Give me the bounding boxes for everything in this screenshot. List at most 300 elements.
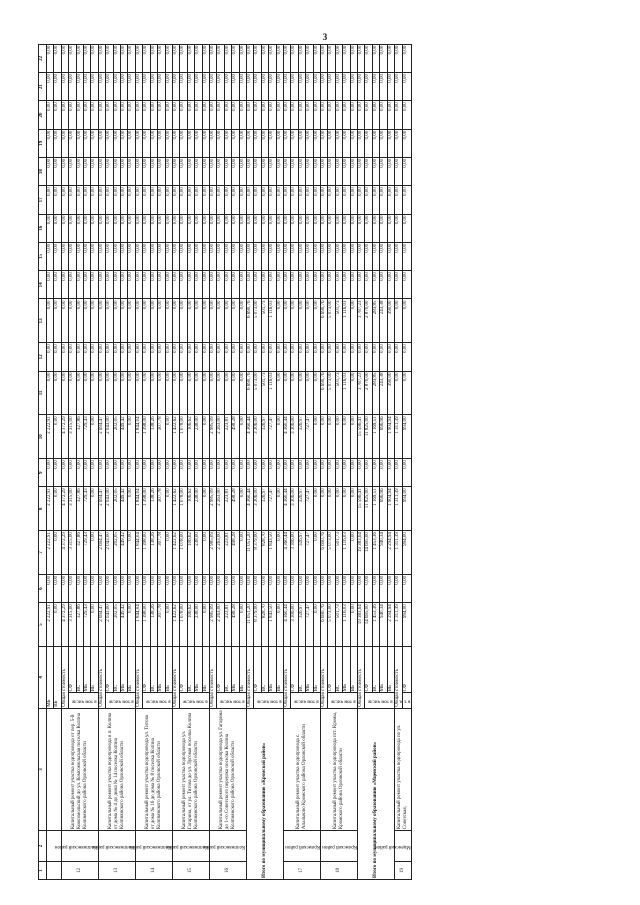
- value-cell: 0,00: [172, 299, 179, 343]
- value-cell: 0,00: [195, 343, 202, 371]
- value-cell: 0,00: [187, 242, 194, 270]
- value-cell: 0,00: [91, 459, 98, 487]
- value-cell: 4 372,29: [61, 415, 68, 459]
- value-cell: 0,00: [91, 487, 98, 531]
- value-cell: 0,00: [84, 371, 91, 415]
- value-cell: 4 372,29: [61, 487, 68, 531]
- value-cell: 0,00: [91, 129, 98, 157]
- value-cell: 0,00: [106, 129, 113, 157]
- value-cell: 0,00: [291, 271, 298, 299]
- value-cell: 0,00: [246, 72, 253, 100]
- value-cell: 0,00: [195, 44, 202, 72]
- row-number: 15: [172, 861, 209, 879]
- value-cell: 0,00: [321, 129, 328, 157]
- finance-source: МБ: [269, 647, 276, 693]
- value-cell: 0,00: [335, 271, 342, 299]
- row-number: 14: [135, 861, 172, 879]
- value-cell: 223,81: [224, 531, 231, 575]
- value-cell: 0,00: [335, 157, 342, 185]
- value-cell: 0,00: [209, 242, 216, 270]
- value-cell: 327,86: [76, 415, 83, 459]
- value-cell: 0,00: [232, 186, 239, 214]
- value-cell: 0,00: [395, 72, 402, 100]
- value-cell: 4 360,44: [284, 415, 291, 459]
- value-cell: 0,00: [128, 44, 135, 72]
- value-cell: 0,00: [358, 459, 365, 487]
- value-cell: 0,00: [343, 459, 350, 487]
- value-cell: 2 222,91: [47, 415, 54, 459]
- value-cell: 2 043,00: [106, 531, 113, 575]
- value-cell: 0,00: [187, 129, 194, 157]
- value-cell: 1 078,00: [180, 415, 187, 459]
- value-cell: 0,00: [150, 101, 157, 129]
- value-cell: 994,00: [402, 487, 411, 531]
- value-cell: 0,00: [106, 242, 113, 270]
- value-cell: 1 844,04: [135, 603, 142, 647]
- value-cell: 0,00: [91, 101, 98, 129]
- value-cell: 0,00: [158, 459, 165, 487]
- finance-source: ВС: [224, 647, 231, 693]
- value-cell: 0,00: [106, 271, 113, 299]
- value-cell: 0,00: [232, 101, 239, 129]
- value-cell: 0,00: [365, 101, 372, 129]
- value-cell: 1 844,04: [135, 531, 142, 575]
- value-cell: 0,00: [358, 214, 365, 242]
- value-cell: 1 904,94: [387, 415, 394, 459]
- value-cell: 202,05: [113, 487, 120, 531]
- header-cell: 5: [39, 603, 47, 647]
- value-cell: 0,00: [284, 371, 291, 415]
- value-cell: 0,00: [121, 72, 128, 100]
- value-cell: 0,00: [165, 44, 172, 72]
- value-cell: 0,00: [84, 129, 91, 157]
- value-cell: 0,00: [128, 242, 135, 270]
- value-cell: 0,00: [54, 487, 61, 531]
- value-cell: 0,00: [350, 214, 357, 242]
- value-cell: 0,00: [380, 44, 387, 72]
- value-cell: 0,00: [195, 101, 202, 129]
- value-cell: 0,00: [395, 271, 402, 299]
- finance-source: СФ: [254, 647, 261, 693]
- value-cell: 0,00: [69, 459, 76, 487]
- value-cell: 0,00: [402, 299, 411, 343]
- value-cell: 0,00: [202, 371, 209, 415]
- value-cell: 0,00: [61, 271, 68, 299]
- value-cell: 0,00: [135, 271, 142, 299]
- value-cell: 727,47: [269, 415, 276, 459]
- value-cell: 0,00: [372, 214, 379, 242]
- value-cell: 0,00: [306, 242, 313, 270]
- value-cell: 0,00: [202, 101, 209, 129]
- value-cell: 0,00: [150, 214, 157, 242]
- header-cell: 3: [39, 708, 47, 830]
- value-cell: 0,00: [321, 487, 328, 531]
- value-cell: 0,00: [54, 186, 61, 214]
- value-cell: 1 398,00: [143, 531, 150, 575]
- value-cell: 0,00: [365, 214, 372, 242]
- value-cell: 2 694,47: [98, 531, 105, 575]
- value-cell: 0,00: [365, 72, 372, 100]
- value-cell: 0,00: [372, 72, 379, 100]
- subgroup-label: в том числе: [328, 693, 358, 708]
- value-cell: 0,00: [47, 129, 54, 157]
- value-cell: 0,00: [402, 271, 411, 299]
- value-cell: 0,00: [306, 72, 313, 100]
- value-cell: 0,00: [372, 44, 379, 72]
- value-cell: 0,00: [128, 459, 135, 487]
- value-cell: 0,00: [276, 72, 283, 100]
- value-cell: 0,00: [239, 531, 246, 575]
- value-cell: 0,00: [335, 242, 342, 270]
- value-cell: 19 383,64: [358, 531, 365, 575]
- value-cell: 0,00: [239, 574, 246, 602]
- finance-source: Общая стоимость: [135, 647, 142, 709]
- value-cell: 0,00: [358, 101, 365, 129]
- value-cell: 0,00: [98, 44, 105, 72]
- value-cell: 5 073,00: [328, 371, 335, 415]
- value-cell: 1 116,03: [343, 299, 350, 343]
- value-cell: 2 043,00: [106, 415, 113, 459]
- value-cell: 0,00: [328, 415, 335, 459]
- value-cell: 0,00: [298, 129, 305, 157]
- value-cell: 0,00: [61, 459, 68, 487]
- value-cell: 0,00: [313, 101, 320, 129]
- value-cell: 0,00: [202, 603, 209, 647]
- value-cell: 0,00: [143, 186, 150, 214]
- value-cell: 0,00: [380, 574, 387, 602]
- finance-source: ВС: [187, 647, 194, 693]
- value-cell: 0,00: [47, 242, 54, 270]
- value-cell: 0,00: [143, 129, 150, 157]
- value-cell: 0,00: [298, 214, 305, 242]
- value-cell: 0,00: [261, 459, 268, 487]
- subgroup-label: в том числе: [106, 693, 136, 708]
- value-cell: 0,00: [343, 72, 350, 100]
- value-cell: 0,00: [276, 271, 283, 299]
- value-cell: 501,73: [261, 299, 268, 343]
- value-cell: 0,00: [202, 487, 209, 531]
- value-cell: 727,47: [306, 603, 313, 647]
- value-cell: 0,00: [358, 157, 365, 185]
- value-cell: 0,00: [350, 459, 357, 487]
- value-cell: 0,00: [335, 214, 342, 242]
- row-number: 12: [61, 861, 98, 879]
- value-cell: 0,00: [69, 343, 76, 371]
- value-cell: 0,00: [165, 459, 172, 487]
- value-cell: 0,00: [187, 343, 194, 371]
- value-cell: 727,47: [269, 487, 276, 531]
- value-cell: 0,00: [98, 371, 105, 415]
- value-cell: 0,00: [284, 72, 291, 100]
- value-cell: 0,00: [91, 271, 98, 299]
- value-cell: 0,00: [284, 299, 291, 343]
- value-cell: 0,00: [165, 214, 172, 242]
- value-cell: 0,00: [298, 299, 305, 343]
- value-cell: 0,00: [128, 129, 135, 157]
- value-cell: 0,00: [254, 44, 261, 72]
- value-cell: 0,00: [313, 44, 320, 72]
- value-cell: 0,00: [239, 299, 246, 343]
- value-cell: 0,00: [195, 157, 202, 185]
- value-cell: 0,00: [395, 574, 402, 602]
- value-cell: 0,00: [335, 101, 342, 129]
- value-cell: 0,00: [91, 574, 98, 602]
- value-cell: 0,00: [91, 44, 98, 72]
- value-cell: 0,00: [128, 603, 135, 647]
- value-cell: 0,00: [335, 129, 342, 157]
- finance-source: Общая стоимость: [358, 647, 365, 709]
- value-cell: 0,00: [269, 101, 276, 129]
- value-cell: 727,47: [306, 531, 313, 575]
- value-cell: 0,00: [61, 242, 68, 270]
- finance-source: МБ: [306, 647, 313, 693]
- value-cell: 0,00: [350, 129, 357, 157]
- value-cell: 138,26: [150, 603, 157, 647]
- value-cell: 1 078,00: [180, 487, 187, 531]
- value-cell: 0,00: [180, 186, 187, 214]
- value-cell: 0,00: [380, 271, 387, 299]
- value-cell: 0,00: [269, 271, 276, 299]
- value-cell: 0,00: [172, 343, 179, 371]
- value-cell: 0,00: [232, 371, 239, 415]
- value-cell: 326,97: [298, 415, 305, 459]
- table-body: [39, 16, 412, 880]
- value-cell: 0,00: [350, 101, 357, 129]
- value-cell: 0,00: [343, 44, 350, 72]
- value-cell: 4 360,44: [284, 487, 291, 531]
- value-cell: 2 294,94: [387, 603, 394, 647]
- value-cell: 0,00: [47, 371, 54, 415]
- value-cell: 1 843,50: [269, 603, 276, 647]
- total-label: Итого по муниципальному образованию «Мценский район»: [358, 708, 395, 879]
- value-cell: 0,00: [328, 459, 335, 487]
- value-cell: 0,00: [306, 574, 313, 602]
- value-cell: 0,00: [128, 371, 135, 415]
- value-cell: 3 306,00: [291, 531, 298, 575]
- value-cell: 0,00: [113, 459, 120, 487]
- value-cell: 0,00: [121, 574, 128, 602]
- value-cell: 0,00: [328, 186, 335, 214]
- value-cell: 0,00: [372, 129, 379, 157]
- value-cell: 0,00: [165, 371, 172, 415]
- value-cell: 0,00: [150, 299, 157, 343]
- value-cell: 0,00: [209, 371, 216, 415]
- value-cell: 501,73: [335, 371, 342, 415]
- value-cell: 0,00: [298, 574, 305, 602]
- value-cell: 0,00: [180, 44, 187, 72]
- value-cell: 0,00: [313, 574, 320, 602]
- value-cell: 0,00: [150, 157, 157, 185]
- value-cell: 283,85: [372, 371, 379, 415]
- value-cell: 729,43: [84, 531, 91, 575]
- finance-source: ВБ: [165, 647, 172, 693]
- value-cell: 0,00: [143, 101, 150, 129]
- value-cell: 0,00: [298, 242, 305, 270]
- value-cell: 4 360,44: [246, 415, 253, 459]
- value-cell: 15 596,41: [358, 415, 365, 459]
- district-name: Мценский район: [395, 831, 412, 862]
- value-cell: 0,00: [76, 129, 83, 157]
- header-cell: 13: [39, 299, 47, 343]
- value-cell: 0,00: [150, 72, 157, 100]
- value-cell: 0,00: [69, 242, 76, 270]
- value-cell: 0,00: [291, 214, 298, 242]
- rotated-table-container: [38, 15, 598, 880]
- subgroup-label: в том числе: [291, 693, 321, 708]
- value-cell: 223,81: [224, 415, 231, 459]
- value-cell: 1 422,62: [172, 531, 179, 575]
- value-cell: 0,00: [335, 415, 342, 459]
- header-cell: 12: [39, 343, 47, 371]
- value-cell: 2 694,47: [98, 415, 105, 459]
- value-cell: 1 422,62: [172, 415, 179, 459]
- value-cell: 0,00: [69, 574, 76, 602]
- value-cell: 994,00: [402, 531, 411, 575]
- value-cell: 0,00: [350, 371, 357, 415]
- value-cell: 0,00: [224, 371, 231, 415]
- value-cell: 0,00: [54, 603, 61, 647]
- value-cell: 0,00: [217, 101, 224, 129]
- value-cell: 501,73: [335, 531, 342, 575]
- value-cell: 238,00: [195, 415, 202, 459]
- value-cell: 0,00: [328, 157, 335, 185]
- finance-source: ВБ: [276, 647, 283, 693]
- value-cell: 0,00: [69, 299, 76, 343]
- value-cell: 0,00: [91, 242, 98, 270]
- object-name: Капитальный ремонт участка водопровода по ул. Советская,: [395, 708, 412, 830]
- value-cell: 0,00: [232, 574, 239, 602]
- value-cell: 0,00: [402, 157, 411, 185]
- value-cell: 0,00: [387, 242, 394, 270]
- value-cell: 994,00: [402, 603, 411, 647]
- value-cell: 0,00: [84, 299, 91, 343]
- value-cell: 0,00: [350, 487, 357, 531]
- value-cell: 0,00: [121, 371, 128, 415]
- value-cell: 0,00: [91, 603, 98, 647]
- value-cell: 0,00: [365, 574, 372, 602]
- value-cell: 0,00: [313, 242, 320, 270]
- value-cell: 0,00: [98, 157, 105, 185]
- value-cell: 0,00: [180, 214, 187, 242]
- value-cell: 0,00: [343, 343, 350, 371]
- object-name: Капитальный ремонт участка водопровода ул. Гагарина, от ул. Титова до ул. Луговая поселка Колпна Колпнянского района Орловской области: [172, 708, 209, 830]
- value-cell: 202,05: [113, 531, 120, 575]
- value-cell: 0,00: [113, 101, 120, 129]
- finance-source: ВС: [372, 647, 379, 693]
- value-cell: 0,00: [165, 157, 172, 185]
- finance-source: ВБ: [91, 647, 98, 693]
- value-cell: 0,00: [298, 101, 305, 129]
- value-cell: 0,00: [321, 186, 328, 214]
- value-cell: 0,00: [54, 415, 61, 459]
- value-cell: 1 311,39: [395, 603, 402, 647]
- value-cell: 0,00: [395, 44, 402, 72]
- value-cell: 0,00: [165, 487, 172, 531]
- value-cell: 0,00: [84, 186, 91, 214]
- value-cell: 0,00: [113, 214, 120, 242]
- value-cell: 0,00: [150, 242, 157, 270]
- value-cell: 2 222,91: [47, 487, 54, 531]
- value-cell: 6 690,76: [321, 603, 328, 647]
- district-name: Колпнянский район: [135, 831, 172, 862]
- finance-source: ВС: [150, 647, 157, 693]
- value-cell: 0,00: [209, 574, 216, 602]
- value-cell: 0,00: [54, 242, 61, 270]
- value-cell: 449,42: [121, 415, 128, 459]
- value-cell: 0,00: [187, 459, 194, 487]
- value-cell: 0,00: [158, 242, 165, 270]
- value-cell: 828,70: [261, 603, 268, 647]
- value-cell: 0,00: [150, 129, 157, 157]
- value-cell: 0,00: [276, 574, 283, 602]
- value-cell: 0,00: [350, 72, 357, 100]
- value-cell: 0,00: [232, 214, 239, 242]
- value-cell: 0,00: [165, 271, 172, 299]
- value-cell: 0,00: [358, 72, 365, 100]
- value-cell: 1 169,51: [372, 487, 379, 531]
- value-cell: 0,00: [284, 459, 291, 487]
- value-cell: 0,00: [106, 343, 113, 371]
- value-cell: 5 073,00: [328, 531, 335, 575]
- finance-source: СФ: [217, 647, 224, 693]
- value-cell: 106,62: [187, 415, 194, 459]
- value-cell: 0,00: [54, 129, 61, 157]
- value-cell: 8 379,00: [254, 531, 261, 575]
- value-cell: 0,00: [350, 242, 357, 270]
- value-cell: 0,00: [239, 487, 246, 531]
- value-cell: 2 043,00: [106, 603, 113, 647]
- value-cell: 0,00: [106, 72, 113, 100]
- value-cell: 0,00: [358, 44, 365, 72]
- value-cell: 0,00: [402, 72, 411, 100]
- page-number: 3: [322, 32, 328, 42]
- row-number: [47, 861, 62, 879]
- value-cell: 223,81: [224, 487, 231, 531]
- value-cell: 0,00: [269, 459, 276, 487]
- value-cell: 0,00: [121, 186, 128, 214]
- value-cell: 0,00: [158, 44, 165, 72]
- value-cell: 0,00: [98, 186, 105, 214]
- value-cell: 0,00: [143, 343, 150, 371]
- header-cell: 6: [39, 574, 47, 602]
- value-cell: 2 263,00: [217, 531, 224, 575]
- finance-source: МБ: [47, 647, 54, 709]
- value-cell: 0,00: [91, 371, 98, 415]
- value-cell: 0,00: [276, 371, 283, 415]
- finance-source: Общая стоимость: [98, 647, 105, 709]
- table-row: [47, 16, 54, 880]
- value-cell: 0,00: [113, 299, 120, 343]
- value-cell: 0,00: [84, 157, 91, 185]
- value-cell: 0,00: [202, 415, 209, 459]
- finance-source: МБ: [195, 647, 202, 693]
- value-cell: 0,00: [187, 271, 194, 299]
- value-cell: 0,00: [239, 415, 246, 459]
- value-cell: 0,00: [232, 44, 239, 72]
- value-cell: 0,00: [84, 343, 91, 371]
- value-cell: 0,00: [54, 72, 61, 100]
- value-cell: 0,00: [246, 157, 253, 185]
- value-cell: 2 870,00: [365, 299, 372, 343]
- value-cell: 1 453,36: [372, 603, 379, 647]
- value-cell: 0,00: [47, 574, 54, 602]
- value-cell: 0,00: [209, 129, 216, 157]
- value-cell: 0,00: [69, 271, 76, 299]
- value-cell: 0,00: [106, 44, 113, 72]
- value-cell: 0,00: [395, 214, 402, 242]
- value-cell: 0,00: [313, 271, 320, 299]
- value-cell: 0,00: [291, 101, 298, 129]
